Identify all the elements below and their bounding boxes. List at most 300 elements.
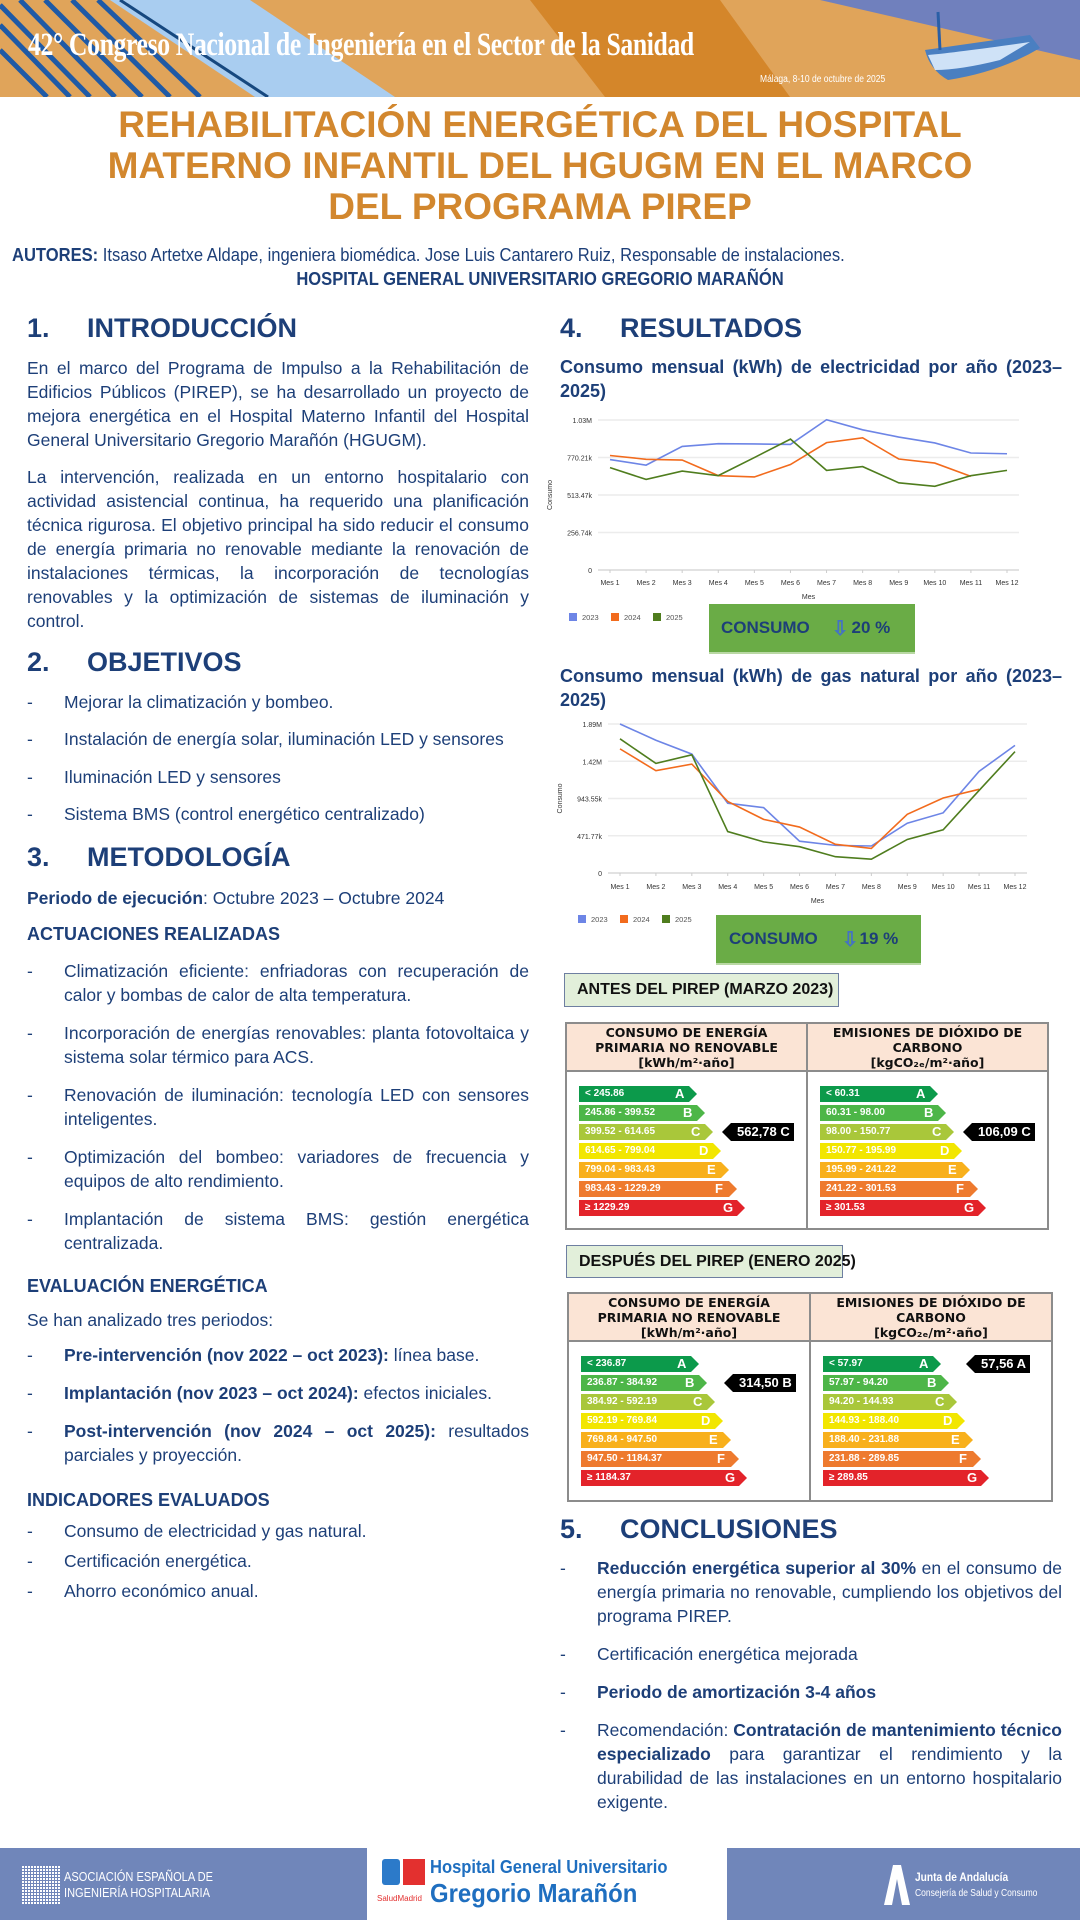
x-tick-label: Mes 6 [780, 580, 800, 587]
indicador-item [27, 1519, 529, 1543]
bullet-dash: - [27, 1383, 33, 1403]
rating-range: 245.86 - 399.52 [585, 1107, 656, 1118]
authors-text: Itsaso Artetxe Aldape, ingeniera biomédica. Jose Luis Cantarero Ruiz, Responsable de instalaciones. [98, 245, 845, 265]
chart-title-electricidad: Consumo mensual (kWh) de electricidad por año (2023–2025) [560, 357, 1062, 401]
aeih-text: INGENIERÍA HOSPITALARIA [64, 1885, 210, 1900]
rating-range: < 60.31 [826, 1088, 860, 1099]
antes-energy-certificate [565, 1022, 1049, 1230]
header-line: EMISIONES DE DIÓXIDO DE [832, 1025, 1023, 1040]
rating-bar-E [579, 1162, 721, 1178]
y-tick-label: 513.47k [567, 493, 592, 500]
y-tick-label: 0 [598, 871, 602, 878]
rating-range: 947.50 - 1184.37 [587, 1453, 663, 1464]
rating-letter: A [677, 1356, 687, 1371]
bullet-dash: - [27, 1581, 33, 1601]
bar-arrow [941, 1375, 949, 1391]
y-tick-label: 0 [588, 568, 592, 575]
section-number: 5. [560, 1514, 583, 1544]
actuacion-item [27, 1207, 529, 1255]
x-tick-label: Mes 3 [682, 884, 702, 891]
legend-label: 2023 [582, 613, 599, 622]
x-tick-label: Mes 6 [790, 884, 810, 891]
actuacion-item [27, 959, 529, 1007]
title-line: DEL PROGRAMA PIREP [328, 186, 752, 227]
bullet-dash: - [27, 1147, 33, 1167]
junta-text: Consejería de Salud y Consumo [915, 1888, 1038, 1899]
item-rest: Certificación energética mejorada [597, 1644, 858, 1664]
rating-bar-F [581, 1451, 731, 1467]
rating-range: 399.52 - 614.65 [585, 1126, 656, 1137]
rating-bar-A [579, 1086, 689, 1102]
certificate-header [811, 1294, 1051, 1342]
rating-range: ≥ 1229.29 [585, 1202, 630, 1213]
bar-arrow [707, 1394, 715, 1410]
item-text [64, 1343, 529, 1367]
periodo-value: : Octubre 2023 – Octubre 2024 [203, 888, 445, 908]
indicadores-list [27, 1519, 529, 1603]
rating-bar-G [820, 1200, 978, 1216]
rating-range: < 245.86 [585, 1088, 625, 1099]
bar-arrow [739, 1470, 747, 1486]
co2-emissions-column [806, 1024, 1047, 1228]
rating-letter: F [715, 1181, 723, 1196]
bar-arrow [697, 1105, 705, 1121]
x-tick-label: Mes 5 [744, 580, 764, 587]
header-line: CARBONO [896, 1310, 966, 1325]
poster-title [0, 104, 1080, 227]
item-text: Climatización eficiente: enfriadoras con recuperación de calor y bombas de calor de alta temperatura. [64, 961, 529, 1005]
item-bold: Periodo de amortización 3-4 años [597, 1682, 877, 1702]
rating-range: 983.43 - 1229.29 [585, 1183, 661, 1194]
evaluacion-title: EVALUACIÓN ENERGÉTICA [27, 1276, 268, 1296]
rating-letter: F [717, 1451, 725, 1466]
bullet-dash: - [27, 1421, 33, 1441]
bar-arrow [973, 1451, 981, 1467]
x-tick-label: Mes 10 [923, 580, 947, 587]
rating-indicator: 562,78 C [731, 1123, 794, 1141]
rating-letter: A [919, 1356, 929, 1371]
bar-arrow [981, 1470, 989, 1486]
rating-letter: E [948, 1162, 957, 1177]
title-line: MATERNO INFANTIL DEL HGUGM EN EL MARCO [107, 145, 973, 186]
item-bold: Pre-intervención (nov 2022 – oct 2023): [64, 1345, 389, 1365]
despues-energy-certificate [567, 1292, 1053, 1502]
rating-letter: E [709, 1432, 718, 1447]
item-text: Renovación de iluminación: tecnología LED con sensores inteligentes. [64, 1085, 529, 1129]
rating-bar-C [581, 1394, 707, 1410]
rating-bar-D [823, 1413, 957, 1429]
header-line: CARBONO [892, 1040, 963, 1055]
bar-arrow [946, 1124, 954, 1140]
item-bold: Implantación (nov 2023 – oct 2024): [64, 1383, 359, 1403]
gas-savings-box [716, 915, 921, 965]
energy-consumption-column [569, 1294, 809, 1500]
rating-letter: C [693, 1394, 703, 1409]
bar-arrow [962, 1162, 970, 1178]
section-title: OBJETIVOS [87, 647, 242, 677]
x-tick-label: Mes 12 [995, 580, 1019, 587]
x-tick-label: Mes 5 [754, 884, 774, 891]
savings-label: CONSUMO [721, 618, 810, 637]
legend-label: 2025 [675, 915, 692, 924]
periodo-ejecucion [27, 887, 529, 909]
hospital-cross-icon [382, 1859, 400, 1885]
item-text: Iluminación LED y sensores [64, 767, 281, 787]
hgugm-logo [367, 1848, 727, 1920]
bar-arrow [699, 1375, 707, 1391]
objetivo-item [27, 765, 529, 789]
bullet-dash: - [27, 804, 33, 824]
section-metodologia [27, 842, 529, 1603]
objetivos-list [27, 690, 529, 826]
item-text: Mejorar la climatización y bombeo. [64, 692, 334, 712]
actuaciones-title: ACTUACIONES REALIZADAS [27, 924, 281, 944]
x-tick-label: Mes 2 [636, 580, 656, 587]
rating-letter: C [691, 1124, 701, 1139]
header-line: [kgCO₂ₑ/m²·año] [874, 1325, 988, 1340]
madrid-flag-icon [403, 1859, 425, 1885]
indicador-item [27, 1579, 529, 1603]
item-text: Consumo de electricidad y gas natural. [64, 1521, 367, 1541]
item-text: Incorporación de energías renovables: planta fotovoltaica y sistema solar térmico para ACS. [64, 1023, 529, 1067]
rating-range: 769.84 - 947.50 [587, 1434, 658, 1445]
rating-letter: B [924, 1105, 934, 1120]
conclusion-item [560, 1556, 1062, 1628]
saludmadrid-text: SaludMadrid [377, 1894, 422, 1903]
x-tick-label: Mes 4 [708, 580, 728, 587]
hospital-name: HOSPITAL GENERAL UNIVERSITARIO GREGORIO MARAÑÓN [296, 269, 784, 289]
title-line: REHABILITACIÓN ENERGÉTICA DEL HOSPITAL [118, 104, 962, 145]
rating-range: < 236.87 [587, 1358, 627, 1369]
y-tick-label: 471.77k [577, 833, 602, 841]
rating-indicator: 314,50 B [733, 1374, 796, 1392]
aeih-grid-icon [22, 1866, 60, 1904]
junta-logo [727, 1848, 1080, 1920]
rating-range: 799.04 - 983.43 [585, 1164, 656, 1175]
rating-bar-E [820, 1162, 962, 1178]
rating-range: 236.87 - 384.92 [587, 1377, 658, 1388]
rating-range: 614.65 - 799.04 [585, 1145, 656, 1156]
rating-bar-B [581, 1375, 699, 1391]
item-text: Instalación de energía solar, iluminación LED y sensores [64, 729, 504, 749]
hgugm-text: Gregorio Marañón [430, 1878, 638, 1908]
intro-paragraph: La intervención, realizada en un entorno hospitalario con actividad asistencial continua, ha requerido una planificación técnica rigurosa. El objetivo principal ha sido reducir el consumo de energía primaria no renovable mediante la renovación de instalaciones térmicas, la incorporación de tecnologías renovables y la optimización de sistemas de iluminación y control. [27, 467, 529, 631]
x-tick-label: Mes 7 [825, 884, 845, 891]
rating-range: 384.92 - 592.19 [587, 1396, 658, 1407]
evaluacion-intro: Se han analizado tres periodos: [27, 1310, 274, 1330]
item-rest: efectos iniciales. [358, 1383, 492, 1403]
objetivo-item [27, 802, 529, 826]
arrow-down-icon: ⇩ [831, 617, 849, 640]
certificate-header [567, 1024, 806, 1072]
bar-arrow [978, 1200, 986, 1216]
bullet-dash: - [27, 1551, 33, 1571]
x-tick-label: Mes 10 [931, 884, 955, 891]
rating-bar-F [820, 1181, 970, 1197]
x-axis-label: Mes [810, 898, 825, 905]
item-bold: Post-intervención (nov 2024 – oct 2025): [64, 1421, 436, 1441]
arrow-down-icon: ⇩ [841, 928, 859, 951]
rating-letter: B [685, 1375, 695, 1390]
section-heading [27, 313, 529, 344]
despues-label: DESPUÉS DEL PIREP (ENERO 2025) [566, 1245, 843, 1278]
bar-arrow [949, 1394, 957, 1410]
co2-emissions-column [809, 1294, 1051, 1500]
x-tick-label: Mes 11 [959, 580, 983, 587]
rating-letter: B [683, 1105, 693, 1120]
header-line: [kWh/m²·año] [638, 1055, 735, 1070]
bullet-dash: - [27, 961, 33, 981]
actuaciones-list [27, 959, 529, 1255]
authors [12, 245, 845, 266]
rating-range: ≥ 289.85 [829, 1472, 868, 1483]
rating-letter: D [699, 1143, 709, 1158]
x-tick-label: Mes 3 [672, 580, 692, 587]
section-heading [560, 313, 802, 344]
rating-bar-D [581, 1413, 715, 1429]
legend-label: 2024 [633, 915, 650, 924]
item-text: Ahorro económico anual. [64, 1581, 259, 1601]
indicadores-title: INDICADORES EVALUADOS [27, 1490, 270, 1510]
item-rest: línea base. [388, 1345, 480, 1365]
y-axis-label: Consumo [557, 783, 564, 814]
header-line: EMISIONES DE DIÓXIDO DE [836, 1295, 1026, 1310]
rating-letter: C [935, 1394, 945, 1409]
rating-bar-A [581, 1356, 691, 1372]
certificate-header [569, 1294, 809, 1342]
rating-range: 57.97 - 94.20 [829, 1377, 888, 1388]
rating-letter: D [940, 1143, 950, 1158]
section-heading [560, 1514, 1062, 1545]
aeih-text: ASOCIACIÓN ESPAÑOLA DE [64, 1869, 214, 1884]
rating-bar-A [820, 1086, 930, 1102]
indicador-item [27, 1549, 529, 1573]
bullet-dash: - [560, 1644, 566, 1664]
x-tick-label: Mes 9 [889, 580, 909, 587]
congress-title: 42° Congreso Nacional de Ingeniería en el Sector de la Sanidad [28, 27, 694, 63]
savings-value: 20 % [851, 618, 891, 637]
rating-bar-G [581, 1470, 739, 1486]
item-text: Certificación energética. [64, 1551, 252, 1571]
bullet-dash: - [27, 692, 33, 712]
rating-bar-F [579, 1181, 729, 1197]
rating-range: 592.19 - 769.84 [587, 1415, 658, 1426]
rating-bar-B [823, 1375, 941, 1391]
section-conclusiones [560, 1514, 1062, 1814]
conclusion-item [560, 1642, 1062, 1666]
antes-label: ANTES DEL PIREP (MARZO 2023) [564, 973, 839, 1007]
rating-range: 98.00 - 150.77 [826, 1126, 891, 1137]
item-text: Optimización del bombeo: variadores de frecuencia y equipos de alto rendimiento. [64, 1147, 529, 1191]
x-tick-label: Mes 7 [817, 580, 837, 587]
rating-bar-B [579, 1105, 697, 1121]
left-column [27, 313, 529, 1603]
item-bold: Contratación de mantenimiento técnico especializado [597, 1720, 1062, 1764]
section-title: METODOLOGÍA [87, 842, 291, 872]
conclusiones-list [560, 1556, 1062, 1814]
header-line: PRIMARIA NO RENOVABLE [597, 1310, 781, 1325]
rating-bar-C [820, 1124, 946, 1140]
rating-letter: B [927, 1375, 937, 1390]
bar-arrow [721, 1162, 729, 1178]
rating-letter: D [701, 1413, 711, 1428]
rating-range: ≥ 1184.37 [587, 1472, 631, 1483]
rating-bar-E [823, 1432, 965, 1448]
y-axis-label: Consumo [547, 480, 554, 510]
bar-arrow [723, 1432, 731, 1448]
rating-bar-G [823, 1470, 981, 1486]
bullet-dash: - [560, 1558, 566, 1578]
y-tick-label: 1.42M [582, 759, 602, 767]
bar-arrow [715, 1413, 723, 1429]
rating-bar-G [579, 1200, 737, 1216]
periodo-item [27, 1381, 529, 1405]
section-title: RESULTADOS [620, 313, 802, 343]
objetivo-item [27, 727, 529, 751]
legend-swatch [569, 613, 577, 621]
bar-arrow [938, 1105, 946, 1121]
header-line: [kgCO₂ₑ/m²·año] [870, 1055, 985, 1070]
item-text: Sistema BMS (control energético centralizado) [64, 804, 425, 824]
x-tick-label: Mes 2 [646, 884, 666, 891]
aeih-logo [0, 1848, 367, 1920]
x-tick-label: Mes 1 [610, 884, 630, 891]
rating-range: ≥ 301.53 [826, 1202, 865, 1213]
x-tick-label: Mes 8 [861, 884, 881, 891]
rating-letter: D [943, 1413, 953, 1428]
conclusion-item [560, 1680, 1062, 1704]
actuacion-item [27, 1145, 529, 1193]
electricity-chart [540, 405, 1080, 635]
bar-arrow [689, 1086, 697, 1102]
gas-chart [540, 712, 1080, 932]
legend-swatch [611, 613, 619, 621]
bullet-dash: - [27, 1521, 33, 1541]
junta-text: Junta de Andalucía [915, 1870, 1009, 1884]
rating-letter: E [707, 1162, 716, 1177]
header-line: CONSUMO DE ENERGÍA [608, 1295, 770, 1310]
conclusion-item [560, 1718, 1062, 1814]
item-text [64, 1381, 529, 1405]
header-line: CONSUMO DE ENERGÍA [605, 1025, 768, 1040]
x-tick-label: Mes 1 [600, 580, 620, 587]
item-text [597, 1556, 1062, 1628]
objetivo-item [27, 690, 529, 714]
section-number: 4. [560, 313, 583, 343]
savings-value: 19 % [859, 929, 899, 948]
rating-letter: G [964, 1200, 975, 1215]
legend-label: 2023 [591, 915, 608, 924]
y-tick-label: 943.55k [577, 796, 602, 804]
bar-arrow [954, 1143, 962, 1159]
certificate-header [808, 1024, 1047, 1072]
rating-letter: A [675, 1086, 685, 1101]
hgugm-text: Hospital General Universitario [430, 1857, 668, 1877]
bullet-dash: - [560, 1720, 566, 1740]
rating-bar-C [823, 1394, 949, 1410]
legend-swatch [662, 915, 670, 923]
item-bold: Reducción energética superior al 30% [597, 1558, 917, 1578]
rating-bar-D [579, 1143, 713, 1159]
rating-letter: G [723, 1200, 734, 1215]
congress-banner [0, 0, 1080, 97]
rating-letter: E [951, 1432, 960, 1447]
bar-arrow [933, 1356, 941, 1372]
bullet-dash: - [27, 767, 33, 787]
rating-letter: F [959, 1451, 967, 1466]
periodo-item [27, 1419, 529, 1467]
rating-bar-E [581, 1432, 723, 1448]
legend-label: 2024 [624, 613, 641, 622]
x-axis-label: Mes [801, 594, 816, 601]
rating-bar-C [579, 1124, 705, 1140]
footer-logos [0, 1848, 1080, 1920]
y-tick-label: 1.89M [582, 722, 602, 729]
rating-indicator: 57,56 A [975, 1355, 1030, 1373]
congress-date: Málaga, 8-10 de octubre de 2025 [760, 74, 886, 85]
item-rest: resultados parciales y proyección. [64, 1421, 529, 1465]
rating-letter: C [932, 1124, 942, 1139]
rating-range: 188.40 - 231.88 [829, 1434, 900, 1445]
rating-bar-A [823, 1356, 933, 1372]
bullet-dash: - [27, 729, 33, 749]
bar-arrow [737, 1200, 745, 1216]
x-tick-label: Mes 11 [967, 884, 991, 891]
legend-swatch [578, 915, 586, 923]
rating-indicator: 106,09 C [972, 1123, 1035, 1141]
bar-arrow [729, 1181, 737, 1197]
series-line-2023 [620, 724, 1015, 846]
rating-range: 150.77 - 195.99 [826, 1145, 897, 1156]
rating-bar-D [820, 1143, 954, 1159]
rating-range: 195.99 - 241.22 [826, 1164, 897, 1175]
junta-a-icon [884, 1865, 910, 1905]
bullet-dash: - [27, 1345, 33, 1365]
rating-letter: A [916, 1086, 926, 1101]
item-text [597, 1680, 1062, 1704]
bar-arrow [965, 1432, 973, 1448]
rating-range: < 57.97 [829, 1358, 863, 1369]
item-text: Implantación de sistema BMS: gestión energética centralizada. [64, 1209, 529, 1253]
section-number: 3. [27, 842, 50, 872]
item-prefix: Recomendación: [597, 1720, 734, 1740]
rating-range: 94.20 - 144.93 [829, 1396, 894, 1407]
periodo-label: Periodo de ejecución [27, 888, 204, 908]
x-tick-label: Mes 4 [718, 884, 738, 891]
legend-swatch [620, 915, 628, 923]
actuacion-item [27, 1083, 529, 1131]
rating-range: 241.22 - 301.53 [826, 1183, 897, 1194]
energy-consumption-column [567, 1024, 806, 1228]
section-number: 1. [27, 313, 50, 343]
section-objetivos [27, 647, 529, 826]
rating-bar-B [820, 1105, 938, 1121]
legend-swatch [653, 613, 661, 621]
savings-label: CONSUMO [729, 929, 818, 948]
section-heading [27, 842, 529, 873]
item-rest: para garantizar el rendimiento y la durabilidad de las instalaciones en un entorno hospitalario exigente. [597, 1744, 1062, 1812]
bullet-dash: - [560, 1682, 566, 1702]
rating-range: 144.93 - 188.40 [829, 1415, 900, 1426]
bar-arrow [970, 1181, 978, 1197]
y-tick-label: 256.74k [567, 530, 592, 538]
y-tick-label: 1.03M [572, 418, 592, 425]
authors-label: AUTORES: [12, 245, 99, 265]
rating-bar-F [823, 1451, 973, 1467]
x-tick-label: Mes 9 [897, 884, 917, 891]
series-line-2023 [610, 420, 1007, 465]
section-resultados [560, 313, 802, 344]
